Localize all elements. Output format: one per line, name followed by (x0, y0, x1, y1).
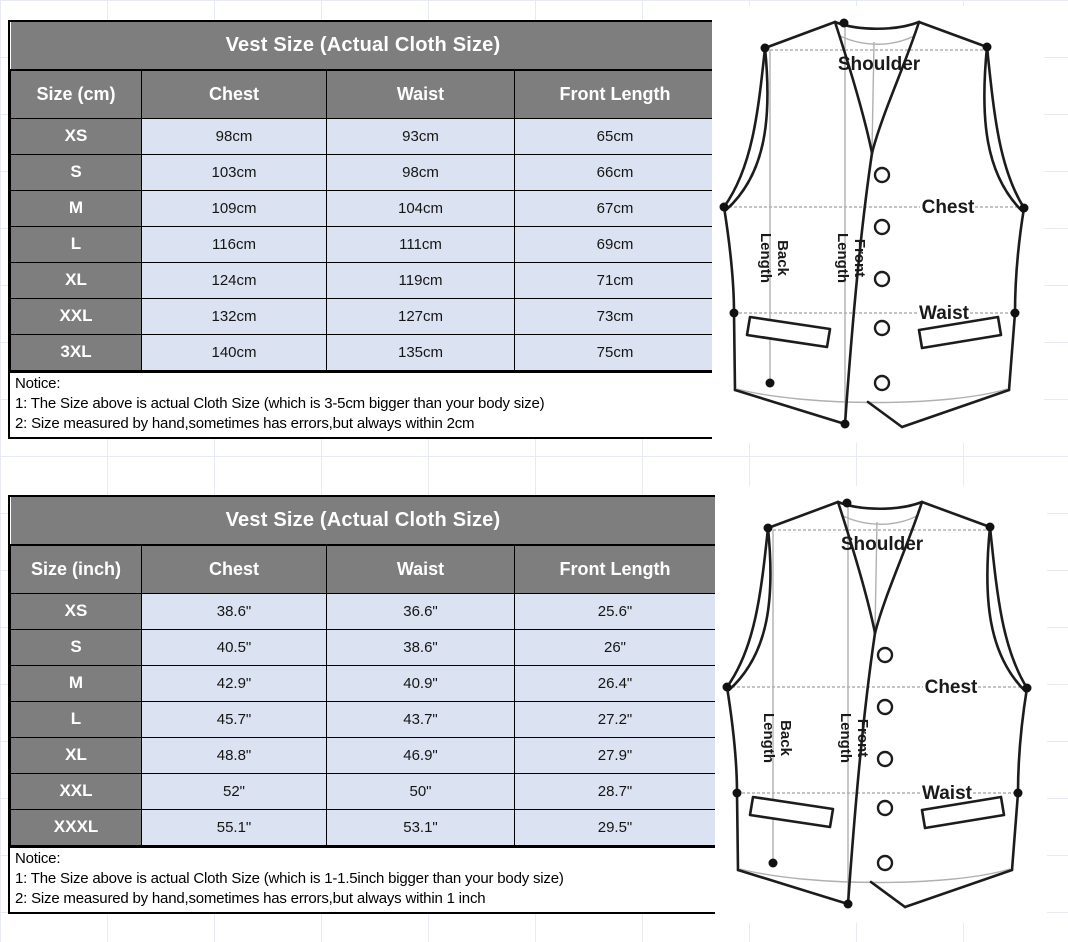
table-title-row (11, 497, 716, 545)
column-header-chest: Chest (142, 545, 327, 593)
chest-cell: 140cm (142, 334, 327, 370)
notice-block (10, 371, 715, 437)
front-length-cell: 69cm (515, 226, 716, 262)
column-header-front-length: Front Length (515, 545, 716, 593)
notice-heading: Notice: (15, 374, 61, 392)
size-cell: XXL (11, 773, 142, 809)
chest-label: Chest (921, 197, 975, 218)
waist-cell: 104cm (327, 190, 515, 226)
notice-line-1: 1: The Size above is actual Cloth Size (which is 1-1.5inch bigger than your body size) (15, 869, 564, 887)
waist-cell: 111cm (327, 226, 515, 262)
size-table-cm-grid (10, 22, 716, 371)
notice-line-2: 2: Size measured by hand,sometimes has errors,but always within 1 inch (15, 889, 486, 907)
table-row (11, 809, 716, 845)
table-row (11, 262, 716, 298)
size-cell: XXXL (11, 809, 142, 845)
notice-heading: Notice: (15, 849, 61, 867)
table-row (11, 154, 716, 190)
size-cell: M (11, 665, 142, 701)
table-header-row (11, 70, 716, 118)
size-cell: S (11, 154, 142, 190)
size-cell: XS (11, 593, 142, 629)
waist-label: Waist (922, 783, 972, 804)
size-table-inch-grid (10, 497, 716, 846)
chest-cell: 40.5" (142, 629, 327, 665)
table-row (11, 118, 716, 154)
table-row (11, 701, 716, 737)
chest-cell: 52" (142, 773, 327, 809)
table-row (11, 593, 716, 629)
front-length-label: Length (837, 713, 854, 763)
front-length-label: Length (834, 233, 851, 283)
chest-cell: 55.1" (142, 809, 327, 845)
table-title: Vest Size (Actual Cloth Size) (11, 22, 716, 70)
table-row (11, 629, 716, 665)
vest-buttons (878, 648, 892, 870)
front-length-cell: 67cm (515, 190, 716, 226)
size-cell: XL (11, 262, 142, 298)
chest-cell: 109cm (142, 190, 327, 226)
size-cell: 3XL (11, 334, 142, 370)
front-length-cell: 75cm (515, 334, 716, 370)
waist-cell: 53.1" (327, 809, 515, 845)
back-length-label: Length (760, 713, 777, 763)
chest-cell: 116cm (142, 226, 327, 262)
table-title: Vest Size (Actual Cloth Size) (11, 497, 716, 545)
chest-cell: 48.8" (142, 737, 327, 773)
front-length-cell: 27.2" (515, 701, 716, 737)
size-cell: S (11, 629, 142, 665)
waist-cell: 50" (327, 773, 515, 809)
column-header-size: Size (inch) (11, 545, 142, 593)
notice-line-1: 1: The Size above is actual Cloth Size (which is 3-5cm bigger than your body size) (15, 394, 545, 412)
column-header-waist: Waist (327, 70, 515, 118)
front-length-label: Front (851, 238, 868, 278)
table-title-row (11, 22, 716, 70)
table-row (11, 737, 716, 773)
waist-cell: 38.6" (327, 629, 515, 665)
vest-drawing (712, 6, 1042, 443)
waist-cell: 127cm (327, 298, 515, 334)
left-pocket (747, 317, 830, 347)
notice-block (10, 846, 715, 912)
front-length-cell: 29.5" (515, 809, 716, 845)
measure-lines (727, 505, 1027, 902)
chest-cell: 132cm (142, 298, 327, 334)
chest-cell: 38.6" (142, 593, 327, 629)
vest-measurement-diagram (715, 486, 1047, 923)
size-cell: XS (11, 118, 142, 154)
table-row (11, 226, 716, 262)
front-length-cell: 71cm (515, 262, 716, 298)
vest-outline (727, 502, 1027, 907)
front-length-cell: 73cm (515, 298, 716, 334)
table-row (11, 298, 716, 334)
front-length-cell: 66cm (515, 154, 716, 190)
size-cell: L (11, 226, 142, 262)
measure-lines (724, 25, 1024, 422)
vest-buttons (875, 168, 889, 390)
waist-cell: 98cm (327, 154, 515, 190)
front-length-cell: 27.9" (515, 737, 716, 773)
notice-line-2: 2: Size measured by hand,sometimes has errors,but always within 2cm (15, 414, 475, 432)
front-length-cell: 65cm (515, 118, 716, 154)
vest-drawing (715, 486, 1045, 923)
vest-outline (724, 22, 1024, 427)
table-row (11, 190, 716, 226)
column-header-chest: Chest (142, 70, 327, 118)
back-length-label: Length (757, 233, 774, 283)
chest-cell: 103cm (142, 154, 327, 190)
back-length-label: Back (777, 720, 794, 756)
back-length-label: Back (774, 240, 791, 276)
waist-cell: 43.7" (327, 701, 515, 737)
table-row (11, 665, 716, 701)
front-length-cell: 26" (515, 629, 716, 665)
shoulder-label: Shoulder (837, 54, 921, 75)
chest-cell: 98cm (142, 118, 327, 154)
size-table-inch (8, 495, 717, 914)
size-table-cm (8, 20, 717, 439)
vest-measurement-diagram (712, 6, 1044, 443)
table-row (11, 334, 716, 370)
column-header-size: Size (cm) (11, 70, 142, 118)
column-header-waist: Waist (327, 545, 515, 593)
column-header-front-length: Front Length (515, 70, 716, 118)
waist-cell: 93cm (327, 118, 515, 154)
front-length-cell: 26.4" (515, 665, 716, 701)
table-header-row (11, 545, 716, 593)
size-cell: XXL (11, 298, 142, 334)
waist-cell: 36.6" (327, 593, 515, 629)
table-row (11, 773, 716, 809)
chest-cell: 124cm (142, 262, 327, 298)
front-length-cell: 25.6" (515, 593, 716, 629)
left-pocket (750, 797, 833, 827)
chest-label: Chest (924, 677, 978, 698)
front-length-cell: 28.7" (515, 773, 716, 809)
waist-cell: 40.9" (327, 665, 515, 701)
waist-cell: 135cm (327, 334, 515, 370)
size-cell: L (11, 701, 142, 737)
waist-label: Waist (919, 303, 969, 324)
chest-cell: 42.9" (142, 665, 327, 701)
front-length-label: Front (854, 718, 871, 758)
waist-cell: 119cm (327, 262, 515, 298)
shoulder-label: Shoulder (840, 534, 924, 555)
size-cell: XL (11, 737, 142, 773)
size-cell: M (11, 190, 142, 226)
waist-cell: 46.9" (327, 737, 515, 773)
chest-cell: 45.7" (142, 701, 327, 737)
